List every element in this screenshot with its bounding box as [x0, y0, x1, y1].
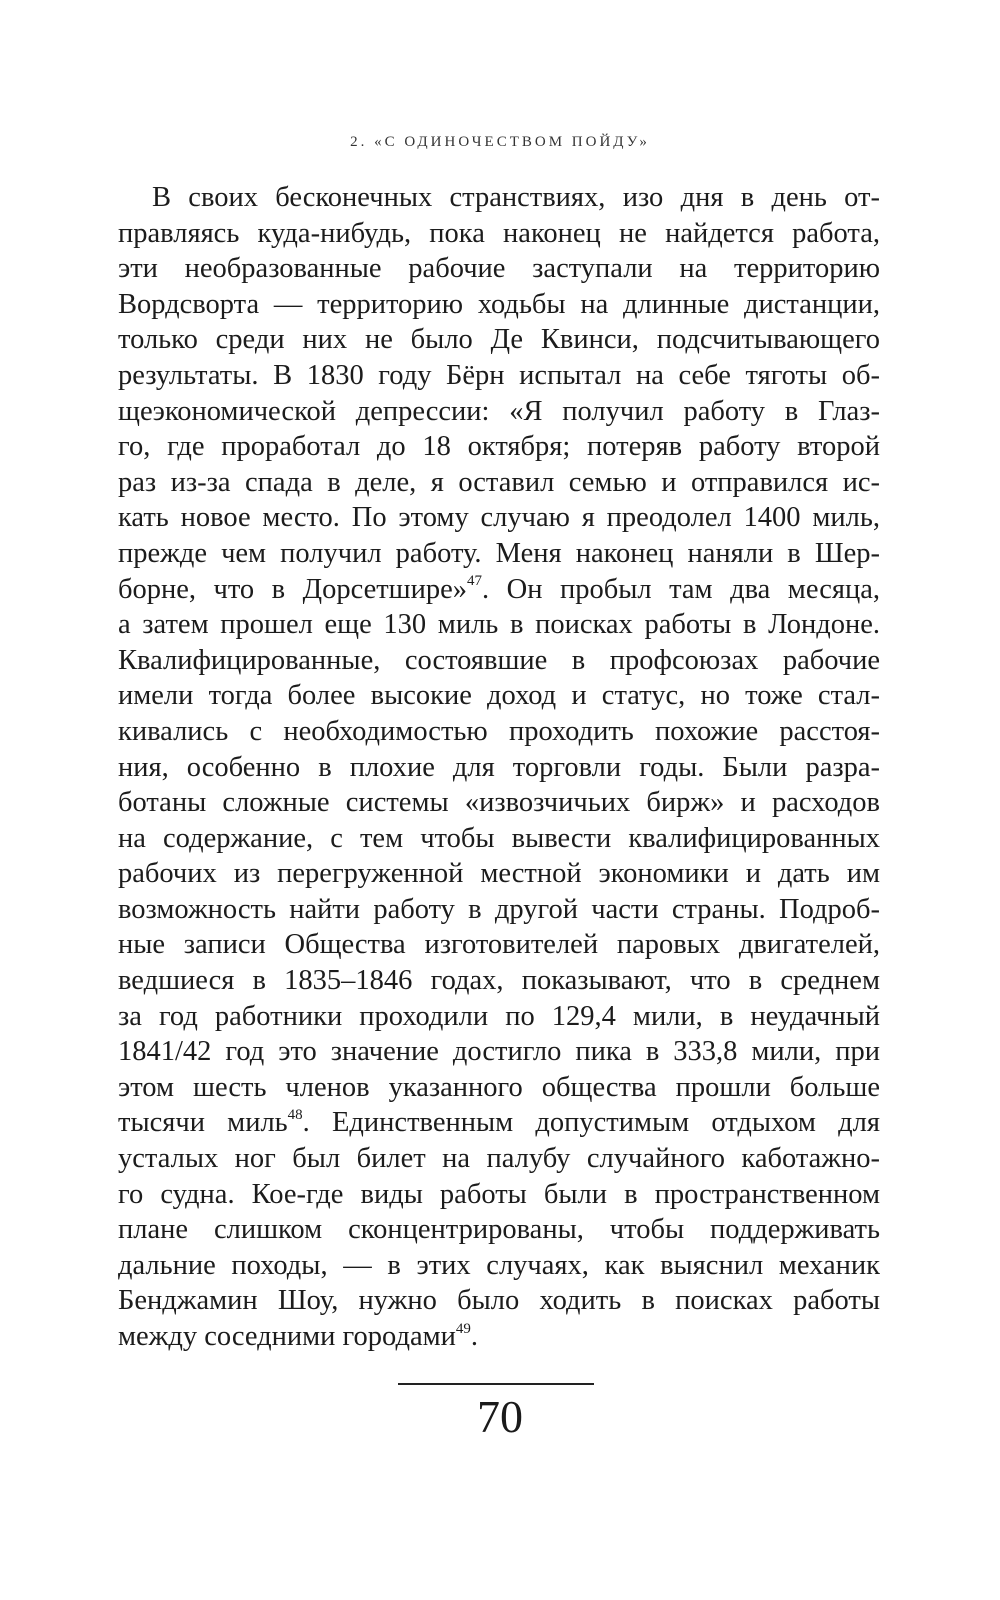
text-line — [118, 1177, 880, 1213]
text-line-content: дальние походы, — в этих случаях, как выяснил механик — [118, 1249, 880, 1281]
text-line-content: щеэкономической депрессии: «Я получил работу в Глаз- — [118, 395, 880, 427]
text-line — [118, 358, 880, 394]
text-line — [118, 1212, 880, 1248]
text-line — [118, 429, 880, 465]
text-line — [118, 607, 880, 643]
text-line-content: рабочих из перегруженной местной экономики и дать им — [118, 858, 880, 890]
text-line-content: возможность найти работу в другой части страны. Подроб- — [118, 893, 880, 925]
text-line-content: усталых ног был билет на палубу случайного каботажно- — [118, 1143, 880, 1175]
text-line — [118, 963, 880, 999]
text-line — [118, 927, 880, 963]
footnote-marker: 49 — [455, 1320, 471, 1337]
text-line-content: имели тогда более высокие доход и статус, но тоже стал- — [118, 680, 880, 712]
footnote-marker: 47 — [467, 573, 483, 590]
text-line — [118, 821, 880, 857]
text-line-content: прежде чем получил работу. Меня наконец наняли в Шер- — [118, 537, 880, 569]
text-line-content: В своих бесконечных странствиях, изо дня в день от- — [152, 182, 880, 213]
text-line-content: ведшиеся в 1835–1846 годах, показывают, что в среднем — [118, 965, 880, 997]
text-line-content: результаты. В 1830 году Бёрн испытал на себе тяготы об- — [118, 359, 880, 391]
text-line — [118, 785, 880, 821]
text-line — [118, 892, 880, 928]
text-line-content: Бенджамин Шоу, нужно было ходить в поисках работы — [118, 1285, 880, 1317]
text-line — [118, 750, 880, 786]
text-line — [118, 1070, 880, 1106]
text-line — [118, 394, 880, 430]
text-line-content: го, где проработал до 18 октября; потеряв работу второй — [118, 431, 880, 463]
text-line-content: Квалифицированные, состоявшие в профсоюзах рабочие — [118, 644, 880, 676]
text-line — [118, 500, 880, 536]
text-line-content: между соседними городами — [118, 1321, 456, 1352]
text-line-content: ные записи Общества изготовителей паровых двигателей, — [118, 929, 880, 961]
text-line — [118, 999, 880, 1035]
text-line-content: борне, что в Дорсетшире» — [118, 573, 468, 605]
text-line — [118, 180, 880, 216]
text-line — [118, 678, 880, 714]
text-line-continuation: . Он пробыл там два месяца, — [482, 573, 880, 605]
text-line-content: на содержание, с тем чтобы вывести квалифицированных — [118, 822, 880, 854]
text-line — [118, 1034, 880, 1070]
text-line-content: за год работники проходили по 129,4 мили, в неудачный — [118, 1000, 880, 1032]
text-line — [118, 856, 880, 892]
text-line-content: кивались с необходимостью проходить похожие расстоя- — [118, 715, 880, 747]
text-line-content: а затем прошел еще 130 миль в поисках работы в Лондоне. — [118, 609, 880, 641]
footer-rule — [398, 1383, 594, 1385]
text-line-content: этом шесть членов указанного общества прошли больше — [118, 1071, 880, 1103]
text-line — [118, 1283, 880, 1319]
text-line-content: плане слишком сконцентрированы, чтобы поддерживать — [118, 1214, 880, 1246]
text-line-content: ботаны сложные системы «извозчичьих бирж» и расходов — [118, 787, 880, 819]
text-line-content: 1841/42 год это значение достигло пика в 333,8 мили, при — [118, 1036, 880, 1068]
text-line — [118, 1141, 880, 1177]
text-line-content: раз из-за спада в деле, я оставил семью и отправился ис- — [118, 466, 880, 498]
text-line-continuation: . Единственным допустимым отдыхом для — [302, 1107, 880, 1139]
footnote-marker: 48 — [287, 1106, 303, 1123]
text-line-content: кать новое место. По этому случаю я преодолел 1400 миль, — [118, 502, 880, 534]
text-line — [118, 572, 880, 608]
text-line — [118, 1105, 880, 1141]
text-line — [118, 1248, 880, 1284]
text-line-content: ния, особенно в плохие для торговли годы. Были разра- — [118, 751, 880, 783]
body-paragraph — [118, 180, 880, 1355]
text-line — [118, 251, 880, 287]
text-line-continuation: . — [470, 1321, 479, 1352]
text-line-content: правляясь куда-нибудь, пока наконец не найдется работа, — [118, 217, 880, 249]
text-line — [118, 643, 880, 679]
text-line — [118, 465, 880, 501]
text-line-content: эти необразованные рабочие заступали на территорию — [118, 253, 880, 285]
page-number: 70 — [477, 1391, 523, 1442]
text-line — [118, 536, 880, 572]
text-line-content: го судна. Кое-где виды работы были в пространственном — [118, 1178, 880, 1210]
text-line — [118, 287, 880, 323]
text-line-content: только среди них не было Де Квинси, подсчитывающего — [118, 324, 880, 356]
text-line — [118, 1319, 880, 1355]
text-line — [118, 216, 880, 252]
text-line-content: тысячи миль — [118, 1107, 288, 1139]
text-line — [118, 714, 880, 750]
text-line — [118, 322, 880, 358]
text-line-content: Вордсворта — территорию ходьбы на длинные дистанции, — [118, 288, 880, 320]
running-header: 2. «С ОДИНОЧЕСТВОМ ПОЙДУ» — [350, 134, 650, 150]
